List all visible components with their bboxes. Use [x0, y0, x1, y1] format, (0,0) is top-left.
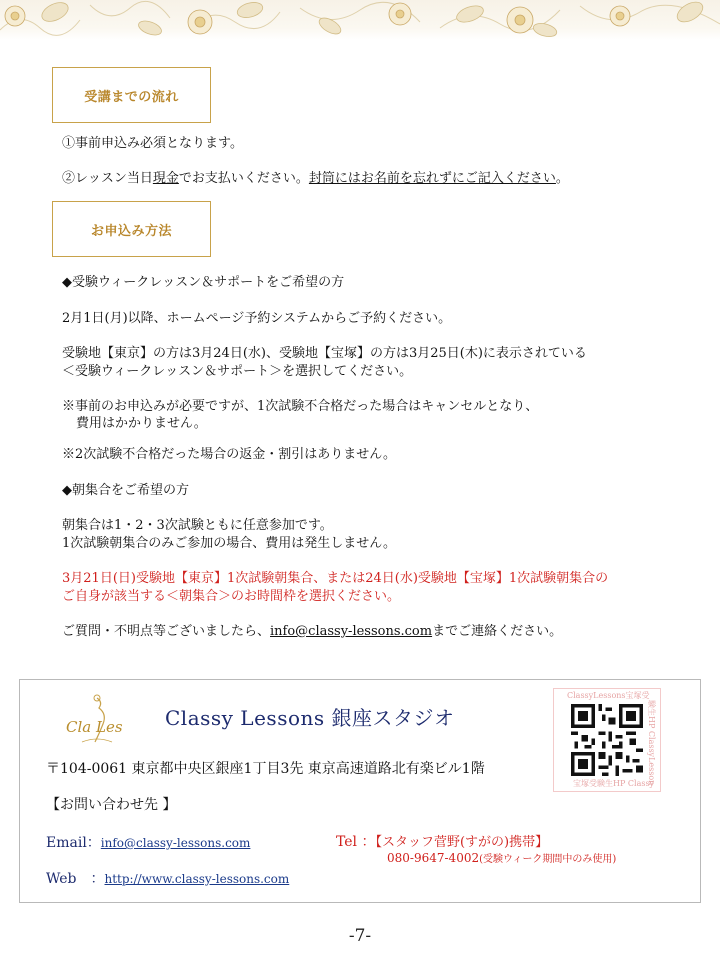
tel-number-row	[387, 850, 616, 865]
web-label: Web ：	[46, 871, 105, 887]
tel-number[interactable]: 080-9647-4002	[387, 851, 480, 865]
note-cancel-line-1: ※事前のお申込みが必要ですが、1次試験不合格だった場合はキャンセルとなり、	[62, 399, 539, 414]
subheading-week-lesson: ◆受験ウィークレッスン＆サポートをご希望の方	[62, 275, 345, 290]
section-heading-application	[52, 201, 211, 257]
flow-item-2	[62, 170, 569, 188]
qr-ring-text-right: 験生HP ClassyLesson	[647, 700, 656, 786]
qr-code-block[interactable]	[553, 688, 661, 792]
flow-item-2-period: 。	[555, 171, 569, 186]
page-number: -7-	[348, 926, 372, 946]
contact-line-text-b: までご連絡ください。	[432, 624, 563, 639]
tel-label: Tel ：	[336, 834, 376, 850]
logo-text: Cla Les	[66, 718, 123, 736]
email-row	[46, 832, 250, 852]
qr-ring-text-top: ClassyLessons宝塚受	[567, 691, 650, 700]
studio-address: 〒104-0061 東京都中央区銀座1丁目3先 東京高速道路北有楽ビル1階	[46, 761, 485, 777]
classy-lessons-logo	[62, 692, 132, 752]
section-heading-flow	[52, 67, 211, 123]
paragraph-reservation-start: 2月1日(月)以降、ホームページ予約システムからご予約ください。	[62, 311, 452, 326]
paragraph-morning-line-1: 朝集合は1・2・3次試験ともに任意参加です。	[62, 518, 333, 533]
tel-row	[336, 831, 548, 851]
floral-decoration-icon	[0, 0, 720, 40]
qr-ring-text-bottom: 宝塚受験生HP Classy	[573, 779, 655, 788]
note-cancel-line-2: 費用はかかりません。	[76, 416, 207, 431]
flow-item-2-text-a: ②レッスン当日	[62, 171, 153, 186]
red-notice-line-2: ご自身が該当する＜朝集合＞のお時間枠を選択ください。	[62, 589, 401, 604]
inquiry-heading: 【お問い合わせ先 】	[46, 797, 177, 813]
contact-line-text-a: ご質問・不明点等ございましたら、	[62, 624, 271, 639]
web-row	[46, 868, 289, 888]
note-no-refund: ※2次試験不合格だった場合の返金・割引はありません。	[62, 447, 397, 462]
qr-code-icon	[570, 704, 644, 776]
studio-name: Classy Lessons 銀座スタジオ	[165, 706, 455, 730]
tel-note: (受験ウィーク期間中のみ使用)	[479, 854, 617, 865]
top-floral-banner	[0, 0, 720, 40]
red-notice-line-1: 3月21日(日)受験地【東京】1次試験朝集合、または24日(水)受験地【宝塚】1次試験朝集合の	[62, 571, 609, 586]
flow-item-1: ①事前申込み必須となります。	[62, 136, 243, 151]
subheading-morning-meeting: ◆朝集合をご希望の方	[62, 483, 189, 498]
contact-email-link[interactable]: info@classy-lessons.com	[270, 624, 433, 639]
flow-item-2-cash: 現金	[152, 171, 179, 186]
email-label: Email：	[46, 835, 101, 851]
paragraph-venue-line-2: ＜受験ウィークレッスン＆サポート＞を選択してください。	[62, 364, 413, 379]
contact-line	[62, 623, 562, 641]
flow-item-2-envelope-note: 封筒にはお名前を忘れずにご記入ください	[308, 171, 556, 186]
paragraph-morning-line-2: 1次試験朝集合のみご参加の場合、費用は発生しません。	[62, 536, 397, 551]
section-heading-flow-text: 受講までの流れ	[84, 89, 179, 105]
studio-info-card	[19, 679, 701, 903]
web-link[interactable]: http://www.classy-lessons.com	[104, 872, 290, 886]
flow-item-2-text-c: でお支払いください。	[178, 171, 309, 186]
tel-staff-label: 【スタッフ菅野(すがの)携帯】	[375, 835, 549, 850]
email-link[interactable]: info@classy-lessons.com	[100, 836, 251, 850]
section-heading-application-text: お申込み方法	[90, 223, 172, 239]
paragraph-venue-line-1: 受験地【東京】の方は3月24日(水)、受験地【宝塚】の方は3月25日(木)に表示されている	[62, 346, 587, 361]
